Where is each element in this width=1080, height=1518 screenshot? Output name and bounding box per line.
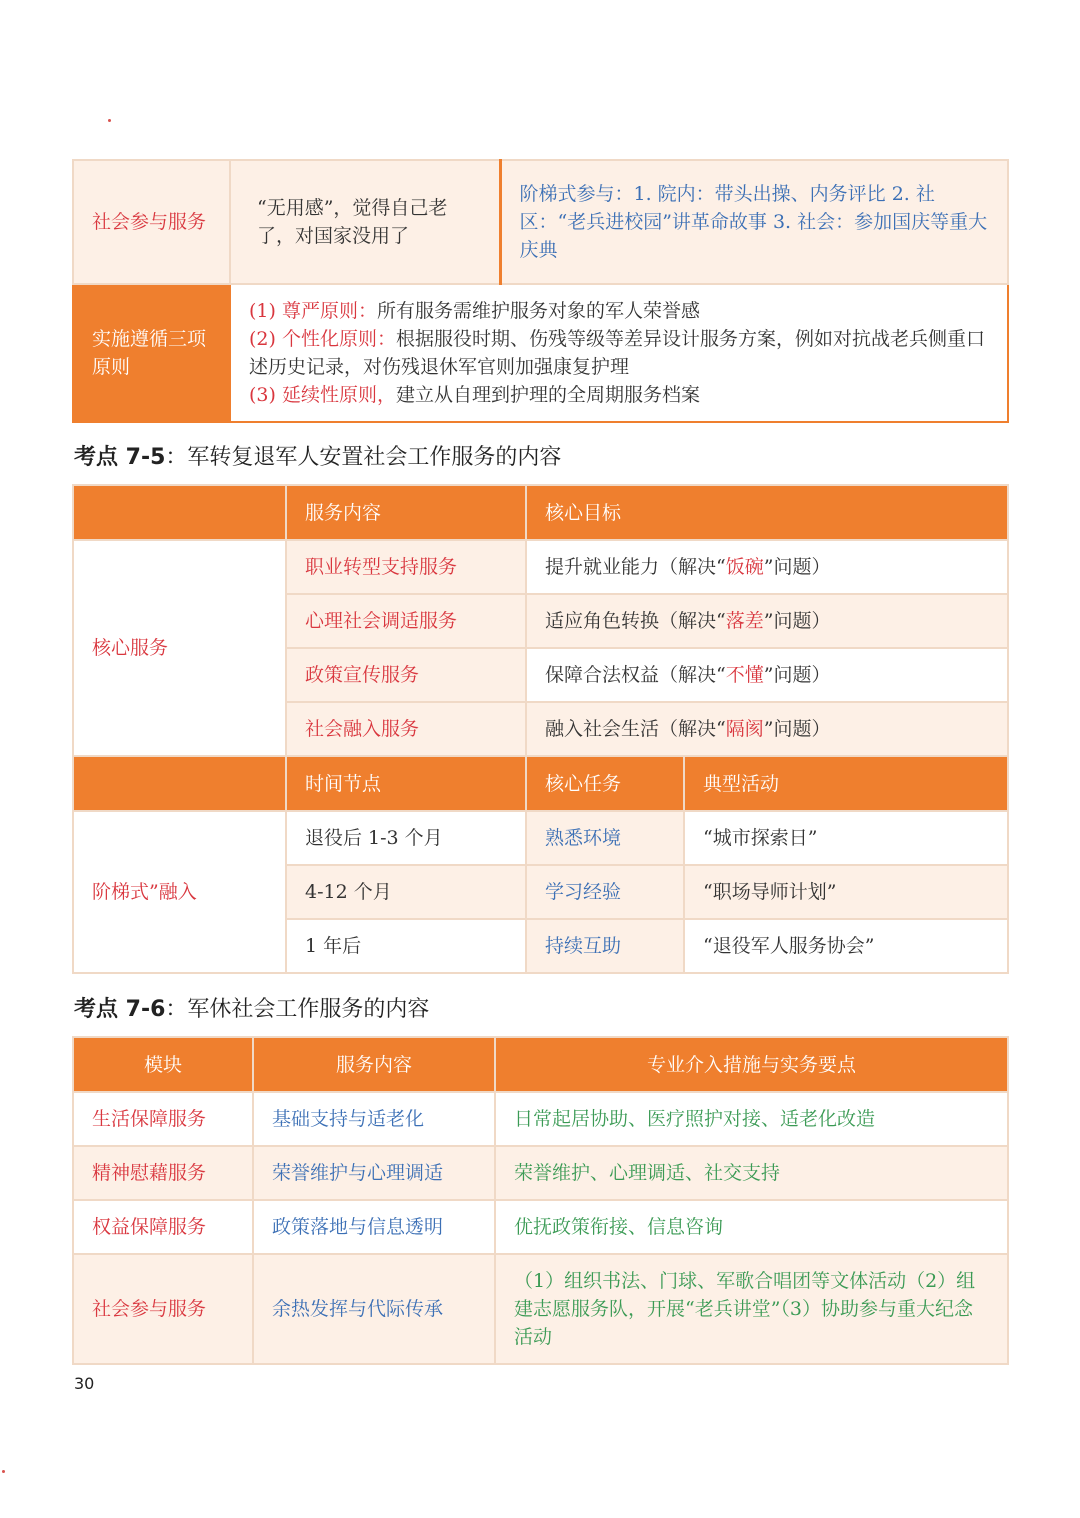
cell-content: 心理社会调适服务 <box>286 594 526 648</box>
header-core-goal: 核心目标 <box>526 485 1008 540</box>
cell-content: 职业转型支持服务 <box>286 540 526 594</box>
cell-measure: 阶梯式参与：1. 院内：带头出操、内务评比 2. 社区：“老兵进校园”讲革命故事 3. 社会：参加国庆等重大庆典 <box>500 160 1008 284</box>
cell-module: 社会参与服务 <box>73 1254 253 1364</box>
table-header-row <box>73 1037 1008 1092</box>
cell-module: 权益保障服务 <box>73 1200 253 1254</box>
principle-2-text: 根据服役时期、伤残等级等差异设计服务方案，例如对抗战老兵侧重口述历史记录，对伤残退休军官则加强康复护理 <box>249 328 985 378</box>
cell-time: 1 年后 <box>286 919 526 973</box>
decor-dot-bottom <box>2 1470 5 1473</box>
table-row <box>73 1254 1008 1364</box>
cell-activity: “退役军人服务协会” <box>684 919 1008 973</box>
cell-content: 余热发挥与代际传承 <box>253 1254 495 1364</box>
table-row <box>73 1146 1008 1200</box>
table-row <box>73 811 1008 865</box>
section-title-7-6 <box>74 992 429 1023</box>
header-service-content: 服务内容 <box>253 1037 495 1092</box>
section-title-7-5 <box>74 440 561 471</box>
cell-time: 退役后 1-3 个月 <box>286 811 526 865</box>
table-row <box>73 1200 1008 1254</box>
header-typical-activity: 典型活动 <box>684 756 1008 811</box>
cell-stage-label: 阶梯式”融入 <box>73 811 286 973</box>
cell-goal: 提升就业能力（解决“饭碗”问题） <box>526 540 1008 594</box>
cell-principles-text <box>230 284 1008 422</box>
principle-1-title: (1) 尊严原则： <box>249 300 377 322</box>
table-resettlement <box>72 484 1009 974</box>
header-time-node: 时间节点 <box>286 756 526 811</box>
principle-3-title: (3) 延续性原则， <box>249 384 396 406</box>
principle-3-text: 建立从自理到护理的全周期服务档案 <box>395 384 700 406</box>
cell-content: 荣誉维护与心理调适 <box>253 1146 495 1200</box>
principle-1-text: 所有服务需维护服务对象的军人荣誉感 <box>376 300 700 322</box>
cell-time: 4-12 个月 <box>286 865 526 919</box>
section-heading: ：军休社会工作服务的内容 <box>165 997 430 1022</box>
cell-content: 社会融入服务 <box>286 702 526 756</box>
cell-content: 基础支持与适老化 <box>253 1092 495 1146</box>
page-number: 30 <box>74 1374 95 1393</box>
cell-measure: 荣誉维护、心理调适、社交支持 <box>495 1146 1008 1200</box>
cell-measure: 优抚政策衔接、信息咨询 <box>495 1200 1008 1254</box>
cell-task: 学习经验 <box>526 865 684 919</box>
cell-module: 精神慰藉服务 <box>73 1146 253 1200</box>
table-header-row <box>73 485 1008 540</box>
decor-dot-top <box>108 119 111 122</box>
cell-task: 熟悉环境 <box>526 811 684 865</box>
cell-goal: 保障合法权益（解决“不懂”问题） <box>526 648 1008 702</box>
cell-activity: “职场导师计划” <box>684 865 1008 919</box>
cell-goal: 融入社会生活（解决“隔阂”问题） <box>526 702 1008 756</box>
cell-activity: “城市探索日” <box>684 811 1008 865</box>
cell-module: 生活保障服务 <box>73 1092 253 1146</box>
principle-2-title: (2) 个性化原则： <box>249 328 396 350</box>
header-module: 模块 <box>73 1037 253 1092</box>
table-row <box>73 1092 1008 1146</box>
section-heading: ：军转复退军人安置社会工作服务的内容 <box>165 445 562 470</box>
table-header-row <box>73 756 1008 811</box>
cell-problem: “无用感”，觉得自己老了，对国家没用了 <box>230 160 500 284</box>
header-core-task: 核心任务 <box>526 756 684 811</box>
cell-measure: 日常起居协助、医疗照护对接、适老化改造 <box>495 1092 1008 1146</box>
table-row <box>73 284 1008 422</box>
header-measures: 专业介入措施与实务要点 <box>495 1037 1008 1092</box>
table-row <box>73 540 1008 594</box>
cell-principles-label: 实施遵循三项原则 <box>73 284 230 422</box>
section-prefix: 考点 7-6 <box>74 997 166 1022</box>
table-principles <box>72 159 1009 423</box>
section-prefix: 考点 7-5 <box>74 445 166 470</box>
cell-goal: 适应角色转换（解决“落差”问题） <box>526 594 1008 648</box>
table-military-retiree <box>72 1036 1009 1365</box>
cell-task: 持续互助 <box>526 919 684 973</box>
cell-content: 政策宣传服务 <box>286 648 526 702</box>
cell-core-service-label: 核心服务 <box>73 540 286 756</box>
cell-content: 政策落地与信息透明 <box>253 1200 495 1254</box>
table-row <box>73 160 1008 284</box>
cell-module: 社会参与服务 <box>73 160 230 284</box>
header-service-content: 服务内容 <box>286 485 526 540</box>
cell-measure: （1）组织书法、门球、军歌合唱团等文体活动（2）组建志愿服务队，开展“老兵讲堂”（3）协助参与重大纪念活动 <box>495 1254 1008 1364</box>
